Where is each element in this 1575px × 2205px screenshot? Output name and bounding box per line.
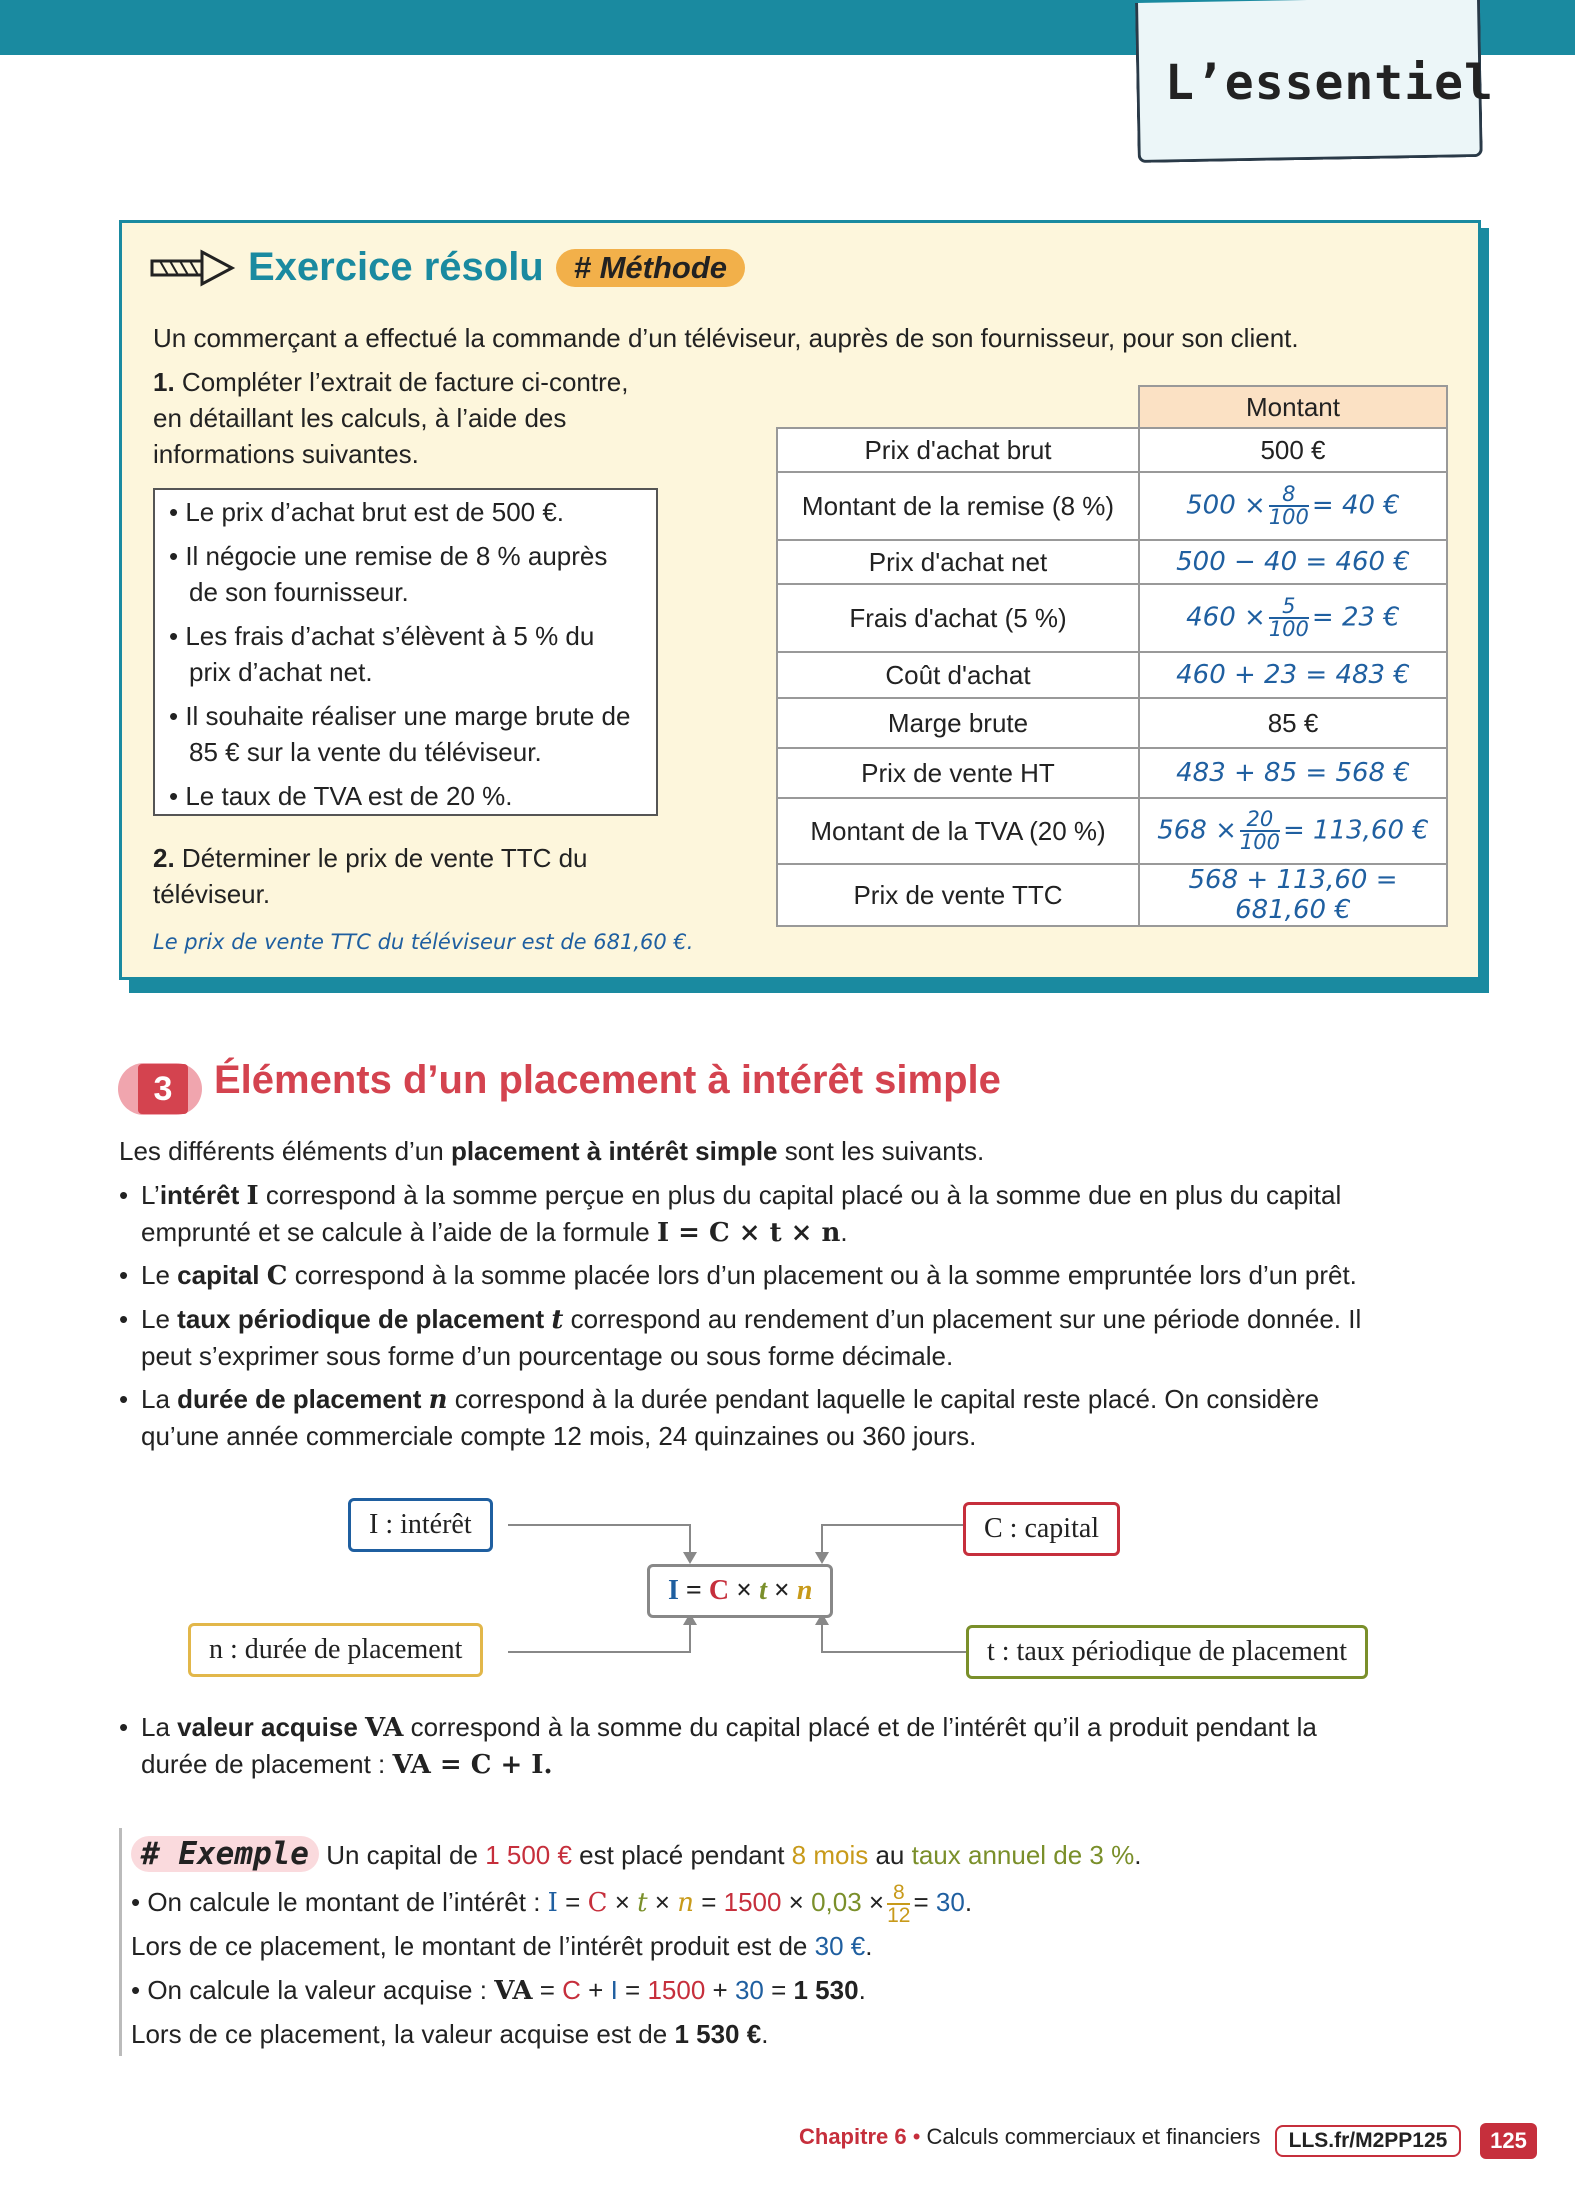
row-label: Prix d'achat net: [777, 540, 1139, 584]
q1-line: Compléter l’extrait de facture ci-contre,: [181, 367, 629, 397]
info-item: • Il négocie une remise de 8 % auprès de son fournisseur.: [169, 541, 608, 607]
example-line-1: # Exemple Un capital de 1 500 € est placé pendant 8 mois au taux annuel de 3 %.: [131, 1836, 1141, 1873]
row-label: Prix d'achat brut: [777, 428, 1139, 472]
example-line-4: • On calcule la valeur acquise : VA = C + I = 1500 + 30 = 1 530.: [131, 1975, 866, 2006]
bullet-interet: • L’intérêt I correspond à la somme perçue en plus du capital placé ou à la somme due en plus du capital emprunté et se calcule à l’aide de la formule I = C × t × n.: [119, 1180, 1342, 1248]
row-label: Montant de la remise (8 %): [777, 472, 1139, 540]
q2-number: 2.: [153, 843, 175, 873]
q2-line: Déterminer le prix de vente TTC du: [181, 843, 588, 873]
q2-line: téléviseur.: [153, 879, 271, 909]
diagram-duree-box: n : durée de placement: [188, 1623, 483, 1677]
essentiel-title: L’essentiel: [1165, 55, 1494, 111]
section-title: Éléments d’un placement à intérêt simple: [214, 1058, 1001, 1102]
example-rule: [119, 1828, 122, 2056]
footer-url-link[interactable]: LLS.fr/M2PP125: [1275, 2125, 1461, 2157]
bullet-valeur-acquise: • La valeur acquise VA correspond à la somme du capital placé et de l’intérêt qu’il a produit pendant la durée de placement : VA = C + I.: [119, 1712, 1317, 1780]
example-line-3: Lors de ce placement, le montant de l’intérêt produit est de 30 €.: [131, 1931, 873, 1961]
row-label: Prix de vente HT: [777, 748, 1139, 798]
row-value: 500 − 40 = 460 €: [1139, 540, 1447, 584]
row-value: 500 €: [1139, 428, 1447, 472]
bullet-taux: • Le taux périodique de placement t correspond au rendement d’un placement sur une période donnée. Il peut s’exprimer sous forme d’un pourcentage ou sous forme décimale.: [119, 1304, 1362, 1371]
q1-line: informations suivantes.: [153, 439, 419, 469]
info-item: • Les frais d’achat s’élèvent à 5 % du prix d’achat net.: [169, 621, 595, 687]
table-header-montant: Montant: [1139, 386, 1447, 428]
section-number: 3: [138, 1064, 188, 1114]
row-value: 568 × $\frac{20}{100}$ = 113,60 €: [1139, 798, 1447, 864]
row-value: 500 × $\frac{8}{100}$ = 40 €: [1139, 472, 1447, 540]
diagram-interet-box: I : intérêt: [348, 1498, 493, 1552]
fraction: $\frac{20}{100}$: [1239, 807, 1280, 854]
exercise-intro: Un commerçant a effectué la commande d’un téléviseur, auprès de son fournisseur, pour son client.: [153, 323, 1299, 353]
row-label: Montant de la TVA (20 %): [777, 798, 1139, 864]
footer-chapter: Chapitre 6 • Calculs commerciaux et financiers: [799, 2124, 1261, 2149]
bullet-capital: • Le capital C correspond à la somme placée lors d’un placement ou à la somme empruntée lors d’un prêt.: [119, 1260, 1357, 1291]
exercise-title: Exercice résolu: [248, 245, 544, 289]
row-value: 85 €: [1139, 698, 1447, 748]
example-line-5: Lors de ce placement, la valeur acquise est de 1 530 €.: [131, 2019, 769, 2049]
example-tag: # Exemple: [131, 1836, 319, 1872]
section-intro: Les différents éléments d’un placement à intérêt simple sont les suivants.: [119, 1136, 985, 1166]
fraction: $\frac{8}{100}$: [1268, 482, 1309, 529]
row-value: 460 × $\frac{5}{100}$ = 23 €: [1139, 584, 1447, 652]
row-value: 568 + 113,60 = 681,60 €: [1139, 864, 1447, 926]
info-item: • Le prix d’achat brut est de 500 €.: [169, 497, 565, 527]
answer-text: Le prix de vente TTC du téléviseur est de 681,60 €.: [153, 930, 694, 954]
example-line-2: • On calcule le montant de l’intérêt : I = C × t × n = 1500 × 0,03 × $\frac{8}{12}$ = 30.: [131, 1881, 973, 1927]
diagram-formula-box: I = C × t × n: [647, 1564, 833, 1618]
info-item: • Le taux de TVA est de 20 %.: [169, 781, 513, 811]
method-tag: # Méthode: [556, 249, 745, 287]
page-number: 125: [1480, 2123, 1537, 2159]
q1-number: 1.: [153, 367, 175, 397]
bullet-duree: • La durée de placement n correspond à la durée pendant laquelle le capital reste placé. On considère qu’une année commerciale compte 12 mois, 24 quinzaines ou 360 jours.: [119, 1384, 1320, 1451]
info-item: • Il souhaite réaliser une marge brute de 85 € sur la vente du téléviseur.: [169, 701, 631, 767]
row-label: Coût d'achat: [777, 652, 1139, 698]
q1-line: en détaillant les calculs, à l’aide des: [153, 403, 567, 433]
diagram-taux-box: t : taux périodique de placement: [966, 1625, 1368, 1679]
row-value: 460 + 23 = 483 €: [1139, 652, 1447, 698]
row-label: Marge brute: [777, 698, 1139, 748]
row-label: Frais d'achat (5 %): [777, 584, 1139, 652]
row-value: 483 + 85 = 568 €: [1139, 748, 1447, 798]
row-label: Prix de vente TTC: [777, 864, 1139, 926]
fraction: $\frac{8}{12}$: [887, 1881, 911, 1927]
fraction: $\frac{5}{100}$: [1268, 594, 1309, 641]
diagram-capital-box: C : capital: [963, 1502, 1120, 1556]
